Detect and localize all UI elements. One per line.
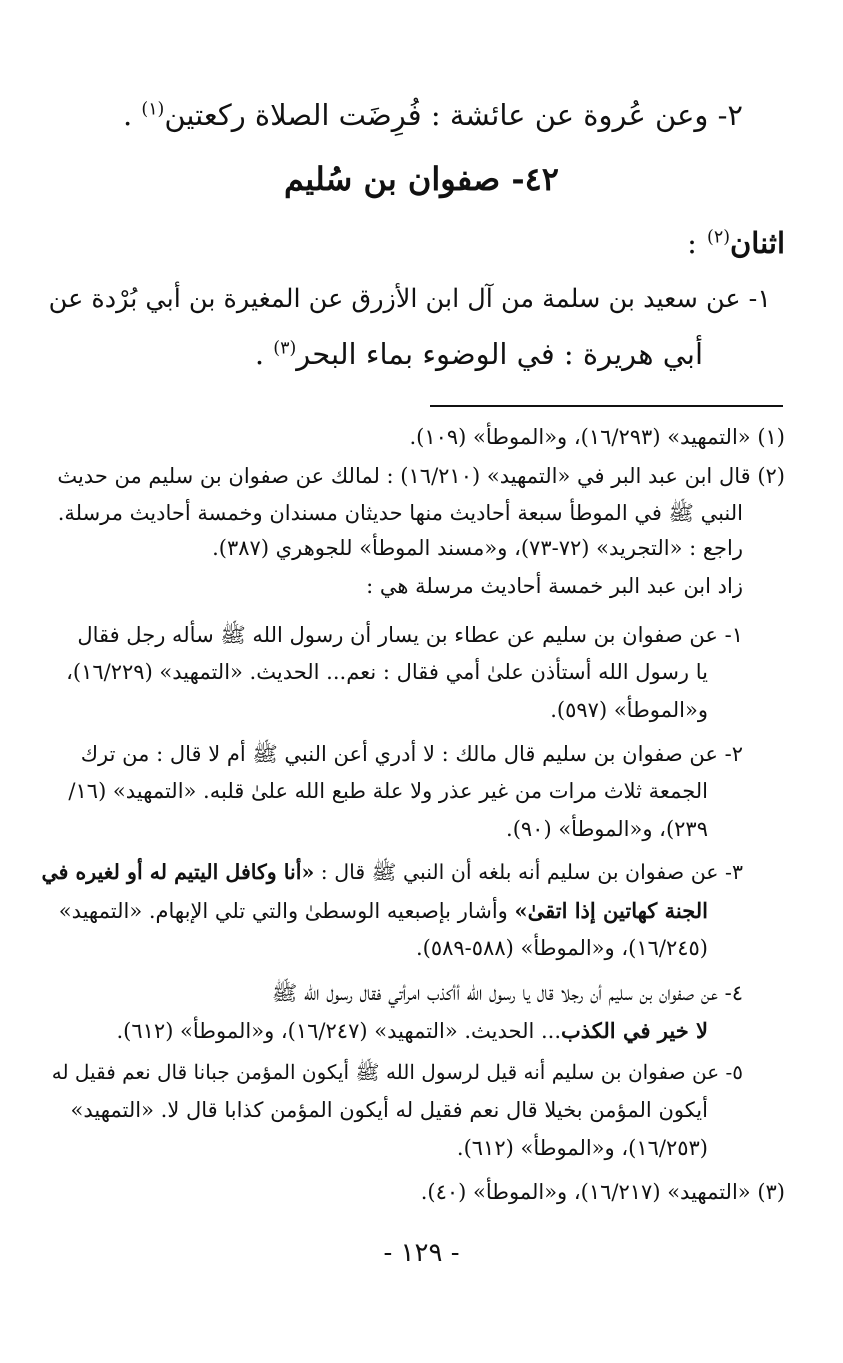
footnote-2-item-4-line-1: ٤- عن صفوان بن سليم أن رجلا قال يا رسول الله أأكذب امرأتي فقال رسول الله ﷺ [271, 981, 743, 1005]
footnote-2-item-2-line-1: ٢- عن صفوان بن سليم قال مالك : لا أدري أعن النبي ﷺ أم لا قال : من ترك [80, 742, 743, 766]
footnote-2-line-4: زاد ابن عبد البر خمسة أحاديث مرسلة هي : [366, 574, 743, 598]
footnote-2-item-5-line-2: أيكون المؤمن بخيلا قال نعم فقيل له أيكون المؤمن كذابا قال لا. «التمهيد» [70, 1098, 708, 1122]
footnote-2-item-3-quote-end: الجنة كهاتين إذا اتقىٰ» [514, 898, 708, 923]
footnote-2-item-1-line-2: يا رسول الله أستأذن علىٰ أمي فقال : نعم... الحديث. «التمهيد» (١٦/٢٢٩)، [66, 660, 708, 684]
footnote-2-item-3-line-3: (١٦/٢٤٥)، و«الموطأ» (٥٨٨-٥٨٩). [415, 936, 708, 960]
main-item-1-line-1: ١- عن سعيد بن سلمة من آل ابن الأزرق عن المغيرة بن أبي بُرْدة عن [48, 284, 771, 314]
count-text: اثنان [729, 226, 785, 260]
footnote-2-item-4-quote: لا خير في الكذب [561, 1018, 708, 1043]
count-end: : [687, 226, 697, 260]
footnote-2-item-2-line-3: ٢٣٩)، و«الموطأ» (٩٠). [506, 817, 708, 841]
page-number: - ١٢٩ - [383, 1238, 460, 1268]
footnote-1: (١) «التمهيد» (١٦/٢٩٣)، و«الموطأ» (١٠٩). [409, 425, 785, 449]
section-heading: ٤٢- صفوان بن سُليم [284, 160, 559, 198]
footnote-2-item-3-line-2 [59, 898, 708, 923]
footnote-2-item-5-line-3: (١٦/٢٥٣)، و«الموطأ» (٦١٢). [456, 1136, 708, 1160]
main-line-1-text: ٢- وعن عُروة عن عائشة : فُرِضَت الصلاة ركعتين [164, 98, 743, 132]
footnote-ref-1: (١) [141, 99, 165, 120]
footnote-ref-3: (٣) [273, 338, 297, 359]
footnote-2-item-2-line-2: الجمعة ثلاث مرات من غير عذر ولا علة طبع الله علىٰ قلبه. «التمهيد» (١٦/ [68, 779, 708, 803]
footnote-2-item-1-line-3: و«الموطأ» (٥٩٧). [550, 698, 708, 722]
footnote-ref-2: (٢) [707, 227, 730, 248]
main-item-1-line-2-text: أبي هريرة : في الوضوء بماء البحر [296, 337, 703, 371]
footnote-2-item-5-line-1: ٥- عن صفوان بن سليم أنه قيل لرسول الله ﷺ أيكون المؤمن جبانا قال نعم فقيل له [51, 1060, 743, 1084]
footnote-2-item-3-line-1 [42, 860, 743, 890]
footnote-2-item-4-line-2 [116, 1018, 708, 1043]
footnote-2-line-3: راجع : «التجريد» (٧٢-٧٣)، و«مسند الموطأ» للجوهري (٣٨٧). [212, 536, 743, 560]
footnote-2-line-1: (٢) قال ابن عبد البر في «التمهيد» (١٦/٢١٠) : لمالك عن صفوان بن سليم من حديث [57, 464, 785, 488]
footnote-2-item-1-line-1: ١- عن صفوان بن سليم عن عطاء بن يسار أن رسول الله ﷺ سأله رجل فقال [77, 623, 743, 647]
footnote-2-item-3-quote-start: «أنا وكافل اليتيم له أو لغيره في [41, 860, 315, 884]
main-line-1 [123, 98, 743, 132]
count-line [687, 226, 785, 260]
footnote-2-line-2: النبي ﷺ في الموطأ سبعة أحاديث منها حديثان مسندان وخمسة أحاديث مرسلة. [57, 501, 743, 525]
footnote-separator [430, 405, 783, 407]
footnote-2-item-3-line-1-text: ٣- عن صفوان بن سليم أنه بلغه أن النبي ﷺ قال : [314, 860, 743, 884]
main-item-1-line-2 [255, 337, 703, 371]
main-item-1-end: . [254, 337, 265, 371]
main-line-1-end: . [122, 98, 133, 132]
footnote-2-item-3-line-2-text: وأشار بإصبعيه الوسطىٰ والتي تلي الإبهام. «التمهيد» [58, 899, 515, 923]
footnote-3: (٣) «التمهيد» (١٦/٢١٧)، و«الموطأ» (٤٠). [420, 1180, 785, 1204]
footnote-2-item-4-line-2-text: ... الحديث. «التمهيد» (١٦/٢٤٧)، و«الموطأ» (٦١٢). [116, 1019, 562, 1043]
